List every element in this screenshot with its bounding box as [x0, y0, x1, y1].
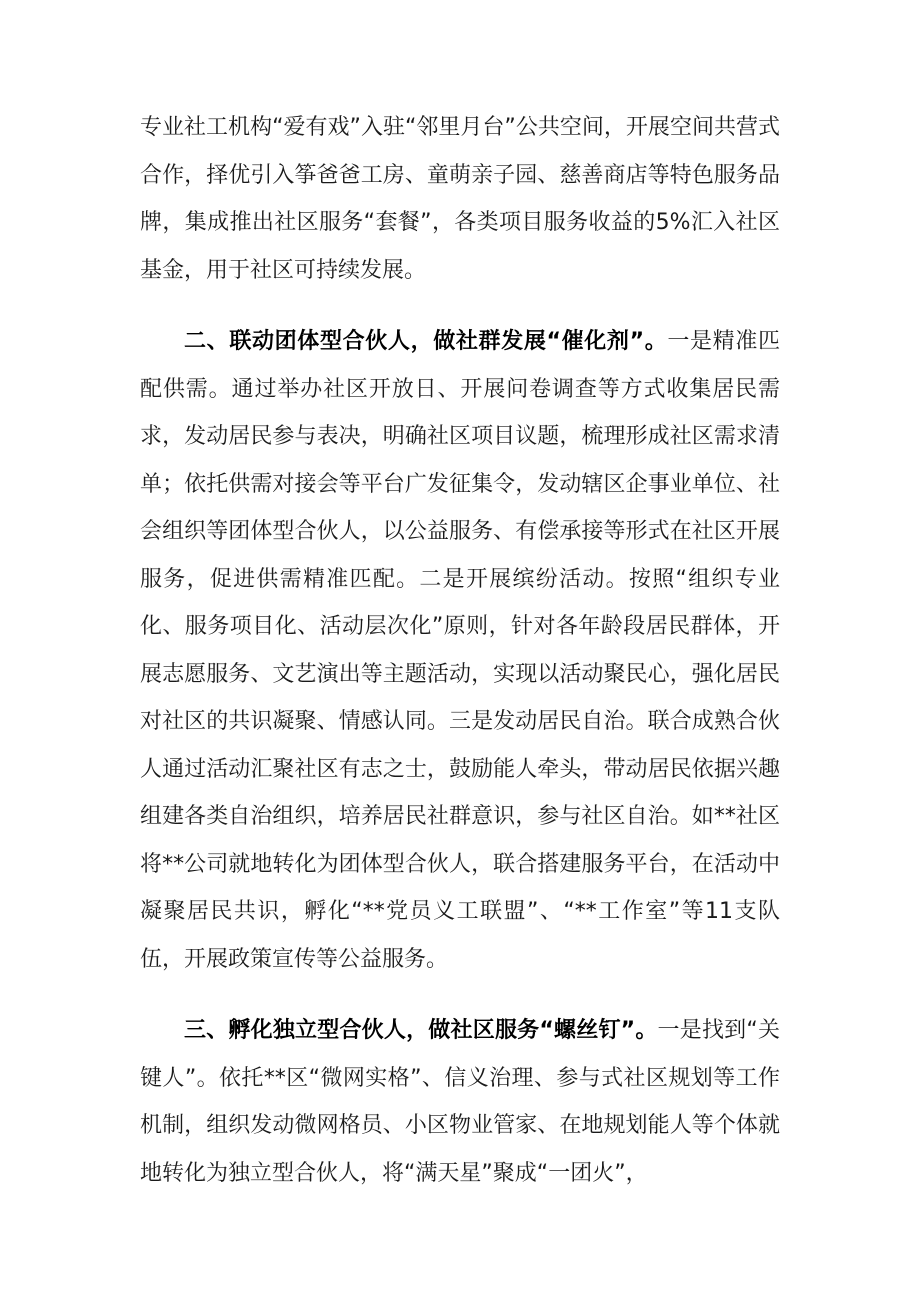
paragraph-continuation: [140, 104, 780, 294]
paragraph-text: 专业社工机构“爱有戏”入驻“邻里月台”公共空间，开展空间共营式合作，择优引入筝爸爸工房、童萌亲子园、慈善商店等特色服务品牌，集成推出社区服务“套餐”，各类项目服务收益的5%汇入社区基金，用于社区可持续发展。: [140, 115, 780, 283]
section-three-heading: 三、孵化独立型合伙人，做社区服务“螺丝钉”。: [184, 1018, 658, 1043]
paragraph-section-two: [140, 318, 780, 983]
section-two-heading: 二、联动团体型合伙人，做社群发展“催化剂”。: [184, 329, 668, 354]
paragraph-text: 一是找到“关键人”。依托**区“微网实格”、信义治理、参与式社区规划等工作机制，组织发动微网格员、小区物业管家、在地规划能人等个体就地转化为独立型合伙人，将“满天星”聚成“一团火”，: [140, 1018, 780, 1186]
document-body: [140, 104, 780, 1197]
paragraph-section-three: [140, 1007, 780, 1197]
paragraph-text: 一是精准匹配供需。通过举办社区开放日、开展问卷调查等方式收集居民需求，发动居民参与表决，明确社区项目议题，梳理形成社区需求清单；依托供需对接会等平台广发征集令，发动辖区企事业单位、社会组织等团体型合伙人，以公益服务、有偿承接等形式在社区开展服务，促进供需精准匹配。二是开展缤纷活动。按照“组织专业化、服务项目化、活动层次化”原则，针对各年龄段居民群体，开展志愿服务、文艺演出等主题活动，实现以活动聚民心，强化居民对社区的共识凝聚、情感认同。三是发动居民自治。联合成熟合伙人通过活动汇聚社区有志之士，鼓励能人牵头，带动居民依据兴趣组建各类自治组织，培养居民社群意识，参与社区自治。如**社区将**公司就地转化为团体型合伙人，联合搭建服务平台，在活动中凝聚居民共识，孵化“**党员义工联盟”、“**工作室”等11支队伍，开展政策宣传等公益服务。: [140, 329, 780, 972]
